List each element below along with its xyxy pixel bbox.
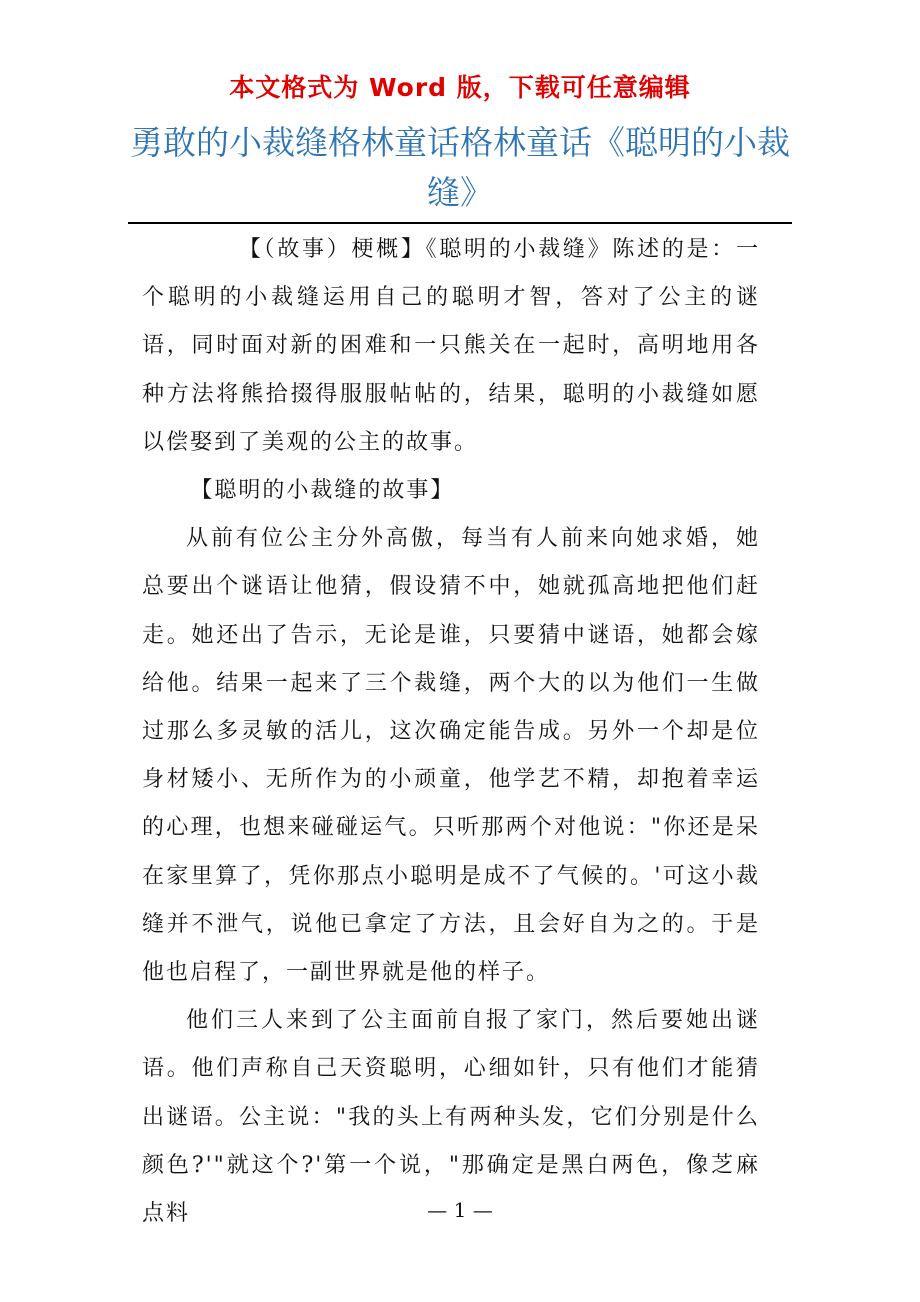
summary-paragraph: 【（故事）梗概】《聪明的小裁缝》陈述的是：一个聪明的小裁缝运用自己的聪明才智，答对了公主的谜语，同时面对新的困难和一只熊关在一起时，高明地用各种方法将熊拾掇得服服帖帖的，结果，聪明的小裁缝如愿以偿娶到了美观的公主的故事。 [142,237,760,455]
section-heading: 【聪明的小裁缝的故事】 [190,478,455,504]
page-title: 勇敢的小裁缝格林童话格林童话《聪明的小裁缝》 [130,123,790,212]
title-divider [128,222,792,224]
article-body [142,226,760,1238]
story-paragraph-1: 从前有位公主分外高傲，每当有人前来向她求婚，她总要出个谜语让他猜，假设猜不中，她就孤高地把他们赶走。她还出了告示，无论是谁，只要猜中谜语，她都会嫁给他。结果一起来了三个裁缝，两个大的以为他们一生做过那么多灵敏的活儿，这次确定能告成。另外一个却是位身材矮小、无所作为的小顽童，他学艺不精，却抱着幸运的心理，也想来碰碰运气。只听那两个对他说："你还是呆在家里算了，凭你那点小聪明是成不了气候的。'可这小裁缝并不泄气，说他已拿定了方法，且会好自为之的。于是他也启程了，一副世界就是他的样子。 [142,526,760,986]
download-banner: 本文格式为 Word 版，下载可任意编辑 [229,73,691,102]
page-number: — 1 — [427,1198,493,1222]
story-paragraph-2: 他们三人来到了公主面前自报了家门，然后要她出谜语。他们声称自己天资聪明，心细如针，只有他们才能猜出谜语。公主说："我的头上有两种头发，它们分别是什么颜色?'"就这个?'第一个说，"那确定是黑白两色，像芝麻点料 [142,1008,760,1227]
